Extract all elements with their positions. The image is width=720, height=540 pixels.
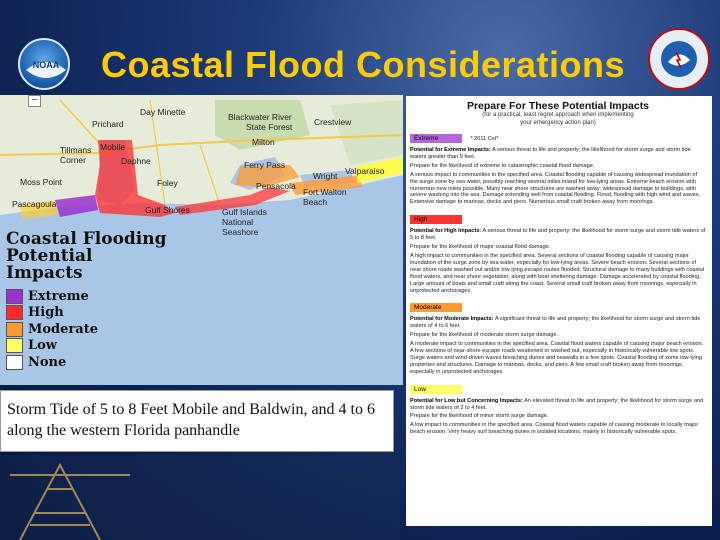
legend-item-moderate [6, 321, 186, 338]
map-label-milton: Milton [252, 137, 275, 147]
map-label-daphne: Daphne [121, 156, 151, 166]
legend-label: Moderate [28, 321, 98, 337]
national-weather-service-logo [648, 28, 710, 90]
map-label-mobile: Mobile [100, 142, 126, 152]
map-label-prichard: Prichard [92, 119, 124, 129]
storm-tide-caption: Storm Tide of 5 to 8 Feet Mobile and Baldwin, and 4 to 6 along the western Florida panhandle [0, 390, 394, 452]
legend-swatch [6, 338, 23, 353]
map-label-pascagoula: Pascagoula [12, 199, 57, 209]
zoom-out-button[interactable]: − [28, 95, 41, 107]
impact-prepare: Prepare for the likelihood of moderate storm surge damage. [410, 332, 559, 339]
map-legend [6, 231, 186, 371]
map-label-tillmans: Tillmans Corner [60, 145, 92, 165]
radar-tower-image [0, 455, 400, 540]
map-label-fort-walton: Fort Walton Beach [303, 187, 347, 207]
impact-badge: Extreme [410, 134, 462, 143]
map-label-valparaiso: Valparaiso [345, 166, 385, 176]
legend-title-line2: Potential [6, 246, 93, 266]
impact-badge: Moderate [410, 303, 462, 312]
impact-body: A serious impact to communities in the specified area. Coastal flooding capable of causing widespread inundation of the surge zone by sea water, possibly reaching several miles inland for low-lying areas. Extreme beach erosion with numerous new inlets possible. Many near shore structures are washed away; widespread damage to buildings, with severe washing into the sea. Damage extending well from coastal flooding. Flood, flooding with high wind and waves. Extensive damage to marinas, docks and piers. Numerous small craft broken away from moorings. [410, 171, 701, 206]
impact-prepare: Prepare for the likelihood of minor storm surge damage. [410, 413, 549, 420]
impacts-panel [406, 96, 712, 526]
legend-label: Extreme [28, 288, 89, 304]
impact-prepare: Prepare for the likelihood of extreme to catastrophic coastal flood damage. [410, 162, 595, 169]
impact-headline: Potential for Extreme Impacts: A serious threat to life and property; the likelihood for storm surge and storm tide waters greater than 9 feet. [410, 147, 691, 160]
panel-title: Prepare For These Potential Impacts [466, 100, 650, 112]
impact-badge: Low [410, 385, 462, 394]
impact-section-extreme [410, 127, 706, 206]
map-label-pensacola: Pensacola [256, 181, 296, 191]
legend-item-high [6, 305, 186, 322]
legend-swatch [6, 355, 23, 370]
impact-section-high [410, 208, 706, 294]
svg-text:NOAA: NOAA [32, 60, 60, 70]
map-label-day-minette: Day Minette [140, 107, 186, 117]
legend-label: Low [28, 338, 58, 354]
impact-section-moderate [410, 296, 706, 375]
map-label-ferry-pass: Ferry Pass [244, 160, 286, 170]
page-title: Coastal Flood Considerations [100, 44, 626, 85]
impact-body: A moderate impact to communities in the specified area. Coastal flood waters capable of causing major beach erosion. A few sections of near-shore escape roads weakened or washed out, especially in historically vulnerable low spots. Surge waters and wind-driven waves breaching dunes and seawalls in a few spots. Coastal flooding of some low-lying properties and structures. Damage to marinas, docks, and piers. A few small craft broken away from moorings, especially in unprotected anchorages. [410, 341, 704, 375]
impact-body: A low impact to communities in the specified area. Coastal flood waters capable of causing moderate to locally major beach erosion. Very heavy surf breaching dunes in isolated locations, mainly in historically vulnerable spots. [410, 422, 699, 436]
legend-swatch [6, 305, 23, 320]
legend-swatch [6, 322, 23, 337]
map-label-blackwater: Blackwater River [228, 112, 292, 122]
map-label-foley: Foley [157, 178, 178, 188]
impact-headline: Potential for High Impacts: A serious threat to life and property; the likelihood for storm surge and storm tide waters of 5 to 8 feet. [410, 228, 706, 242]
legend-title-line3: Impacts [6, 263, 83, 283]
legend-item-extreme [6, 288, 186, 305]
legend-item-low [6, 338, 186, 355]
legend-label: High [28, 305, 64, 321]
map-label-crestview: Crestview [314, 117, 352, 127]
map-label-gulf-islands: Gulf Islands National Seashore [222, 207, 267, 237]
legend-item-none [6, 354, 186, 371]
noaa-logo [18, 38, 70, 90]
coastal-flood-map[interactable] [0, 95, 403, 385]
panel-subtitle-1: (for a practical, least regret approach when implementing [482, 112, 634, 118]
legend-title-line1: Coastal Flooding [6, 229, 167, 249]
map-label-gulf-shores: Gulf Shores [145, 205, 190, 215]
impact-headline: Potential for Low but Concerning Impacts: An elevated threat to life and property; the likelihood for storm surge and storm tide waters of 2 to 4 feet. [410, 397, 704, 411]
map-label-wright: Wright [313, 171, 338, 181]
impact-prepare: Prepare for the likelihood of major coastal flood damage. [410, 244, 551, 251]
impact-badge: High [410, 215, 462, 224]
map-label-moss-point: Moss Point [20, 177, 63, 187]
legend-label: None [28, 354, 67, 370]
impact-section-low [410, 378, 706, 437]
impact-headline: Potential for Moderate Impacts: A significant threat to life and property; the likelihood for storm surge and storm tide waters of 4 to 6 feet. [410, 316, 701, 330]
legend-swatch [6, 289, 23, 304]
map-label-state-forest: State Forest [246, 122, 293, 132]
panel-subtitle-2: your emergency action plan) [520, 119, 596, 126]
impact-body: A high impact to communities in the specified area. Several sections of coastal flooding capable of causing major inundation of the surge zone by sea water, especially for low-lying areas. Severe beach erosion. Several sections of near shore roads washed out and/or low lying escape routes flooded. Structural damage to many buildings with coastal flood waters, and near shore vegetation, along with boat sheltering damage. Damage accelerated by coastal flooding. Large amount of boats and small craft along the coast. Several small craft broken away from moorings, especially in unprotected anchorages. [410, 252, 705, 294]
impact-year: * 2011 Cst* [470, 136, 499, 142]
